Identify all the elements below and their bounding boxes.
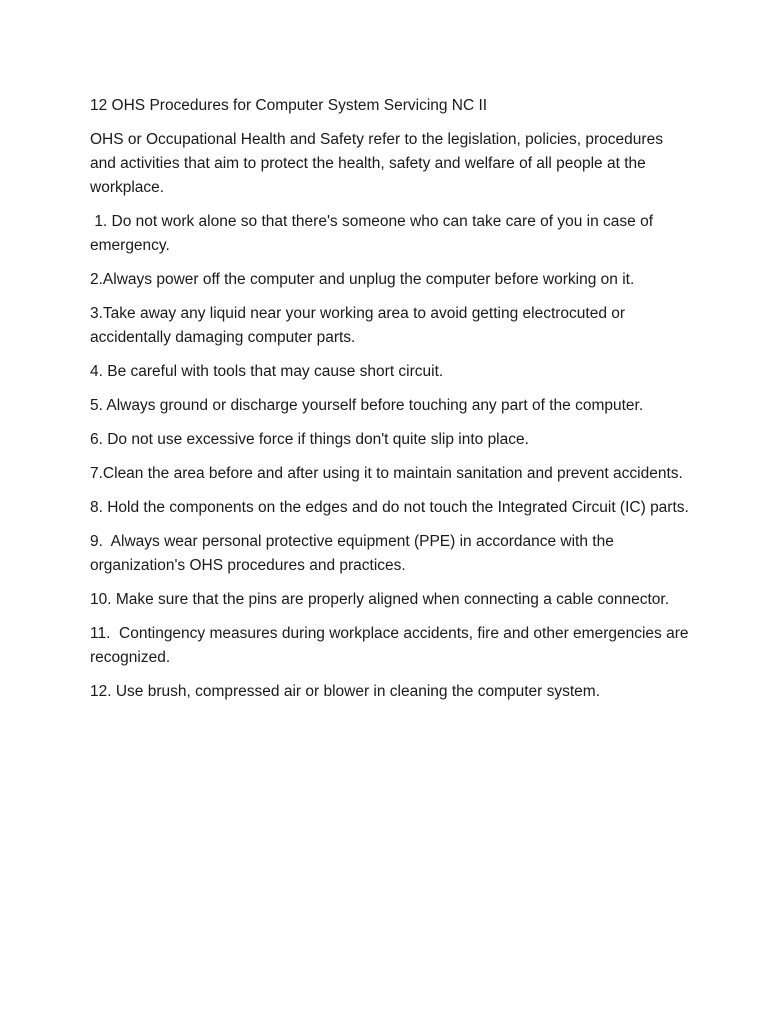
procedure-item-2: 2.Always power off the computer and unplug the computer before working on it. <box>90 271 635 288</box>
procedure-item-3: 3.Take away any liquid near your working area to avoid getting electrocuted or accidentally damaging computer parts. <box>90 305 630 346</box>
procedure-item-10: 10. Make sure that the pins are properly aligned when connecting a cable connector. <box>90 591 670 608</box>
procedure-item-11: 11. Contingency measures during workplace accidents, fire and other emergencies are recognized. <box>90 625 693 666</box>
procedure-item-8: 8. Hold the components on the edges and do not touch the Integrated Circuit (IC) parts. <box>90 499 689 516</box>
procedure-item-1: 1. Do not work alone so that there's someone who can take care of you in case of emergency. <box>90 213 658 254</box>
procedure-item-12: 12. Use brush, compressed air or blower in cleaning the computer system. <box>90 683 601 700</box>
document-body <box>90 94 693 714</box>
procedure-item-6: 6. Do not use excessive force if things don't quite slip into place. <box>90 431 529 448</box>
procedure-item-5: 5. Always ground or discharge yourself before touching any part of the computer. <box>90 397 644 414</box>
procedure-item-4: 4. Be careful with tools that may cause short circuit. <box>90 363 444 380</box>
procedure-item-9: 9. Always wear personal protective equipment (PPE) in accordance with the organization's OHS procedures and practices. <box>90 533 619 574</box>
document-title: 12 OHS Procedures for Computer System Servicing NC II <box>90 97 488 114</box>
intro-paragraph: OHS or Occupational Health and Safety refer to the legislation, policies, procedures and activities that aim to protect the health, safety and welfare of all people at the workplace. <box>90 131 668 196</box>
procedure-item-7: 7.Clean the area before and after using it to maintain sanitation and prevent accidents. <box>90 465 683 482</box>
